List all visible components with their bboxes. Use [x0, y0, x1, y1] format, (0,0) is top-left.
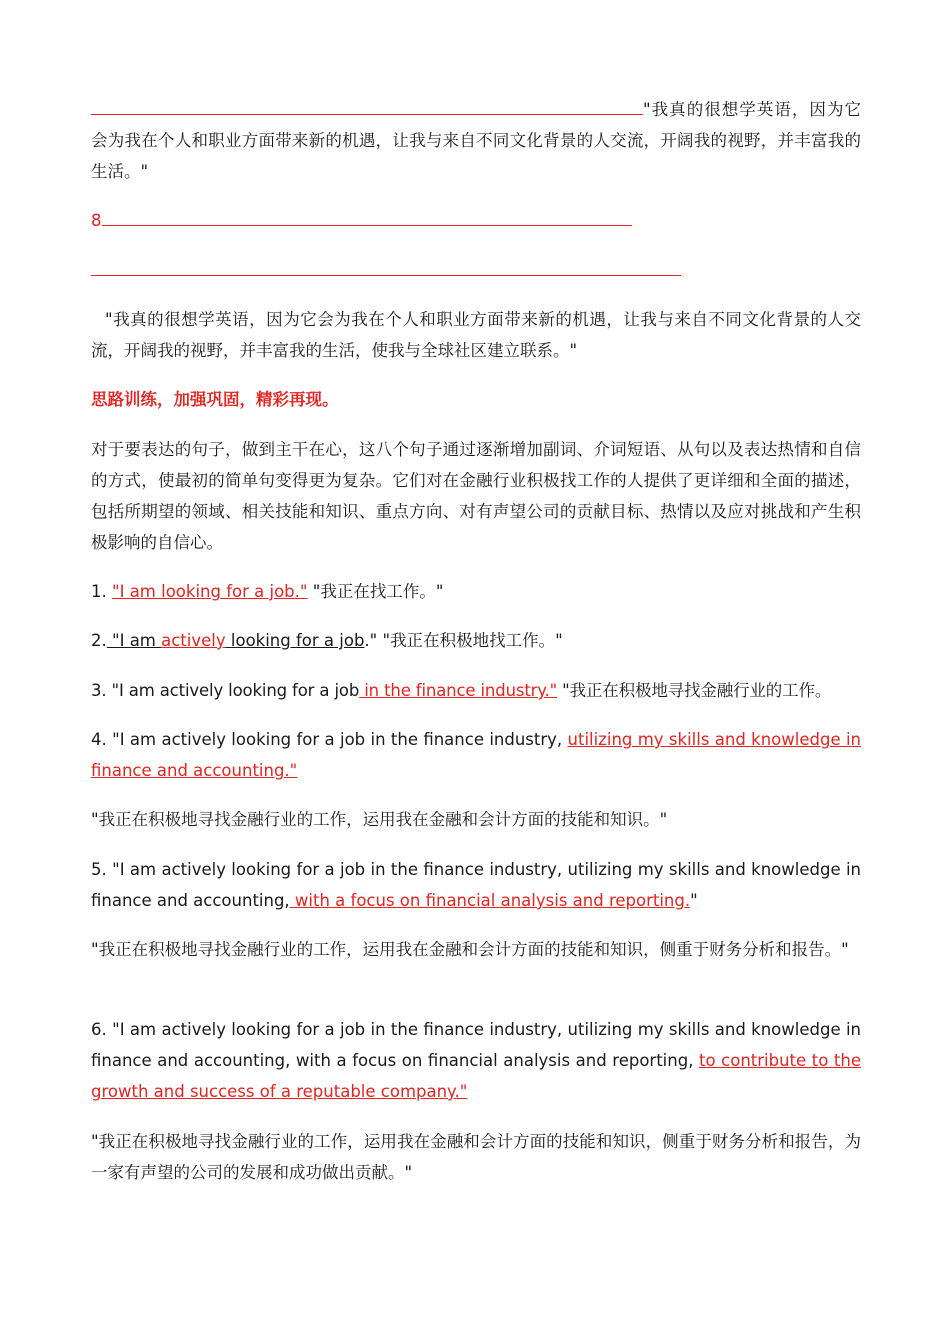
item-translation: "我正在积极地寻找金融行业的工作。	[557, 681, 832, 700]
item-number: 6.	[91, 1020, 113, 1039]
item-number: 5.	[91, 860, 113, 879]
added-phrase: utilizing my skills and knowledge in finance and accounting."	[91, 730, 861, 780]
item-translation: "我正在积极地寻找金融行业的工作，运用我在金融和会计方面的技能和知识。"	[91, 810, 668, 829]
added-phrase: to contribute to the growth and success of a reputable company."	[91, 1051, 861, 1101]
list-item	[91, 576, 861, 607]
item-number: 1.	[91, 582, 112, 601]
list-item	[91, 1014, 861, 1107]
section-heading-block	[91, 384, 861, 415]
blank-8-block	[91, 205, 861, 236]
sentence-close: ."	[364, 631, 383, 650]
item-number: 3.	[91, 681, 112, 700]
item-number: 2.	[91, 631, 107, 650]
section-description-block	[91, 434, 861, 558]
sentence-close: "	[690, 891, 698, 910]
answer-blank-line	[91, 257, 681, 276]
item-translation: "我正在积极地寻找金融行业的工作，运用我在金融和会计方面的技能和知识，侧重于财务分析和报告。"	[91, 940, 849, 959]
list-item	[91, 724, 861, 786]
item-translation-block	[91, 1126, 861, 1188]
list-item	[91, 675, 861, 706]
intro-quote-block	[91, 94, 861, 187]
blank-number: 8	[91, 211, 102, 230]
list-item	[91, 625, 861, 656]
final-quote-text: "我真的很想学英语，因为它会为我在个人和职业方面带来新的机遇，让我与来自不同文化背景的人交流，开阔我的视野，并丰富我的生活，使我与全球社区建立联系。"	[91, 310, 861, 360]
added-phrase: in the finance industry."	[359, 681, 558, 700]
base-sentence: "I am actively looking for a job	[111, 681, 360, 700]
intro-quote-text: "我真的很想学英语，因为它会为我在个人和职业方面带来新的机遇，让我与来自不同文化背景的人交流，开阔我的视野，并丰富我的生活。"	[91, 100, 861, 181]
list-item	[91, 854, 861, 916]
item-translation: "我正在积极地寻找金融行业的工作，运用我在金融和会计方面的技能和知识，侧重于财务分析和报告，为一家有声望的公司的发展和成功做出贡献。"	[91, 1132, 861, 1182]
base-sentence: "I am actively looking for a job in the finance industry, utilizing my skills and knowledge in finance and accounting, with a focus on financial analysis and reporting,	[91, 1020, 861, 1070]
item-translation-block	[91, 934, 861, 965]
item-translation: "我正在找工作。"	[307, 582, 444, 601]
item-translation-block	[91, 804, 861, 835]
added-phrase: actively	[161, 631, 226, 650]
item-translation: "我正在积极地找工作。"	[382, 631, 563, 650]
base-sentence-start: "I am	[106, 631, 162, 650]
item-number: 4.	[91, 730, 113, 749]
answer-blank-line	[91, 96, 643, 115]
base-sentence: "I am actively looking for a job in the finance industry, utilizing my skills and knowledge in finance and accounting,	[91, 860, 861, 910]
section-heading: 思路训练，加强巩固，精彩再现。	[91, 390, 339, 409]
base-sentence-end: looking for a job	[225, 631, 365, 650]
base-sentence: "I am actively looking for a job in the finance industry,	[112, 730, 568, 749]
answer-blank-line	[102, 207, 632, 226]
blank-line-block	[91, 255, 861, 286]
section-description: 对于要表达的句子，做到主干在心，这八个句子通过逐渐增加副词、介词短语、从句以及表达热情和自信的方式，使最初的简单句变得更为复杂。它们对在金融行业积极找工作的人提供了更详细和全面的描述，包括所期望的领域、相关技能和知识、重点方向、对有声望公司的贡献目标、热情以及应对挑战和产生积极影响的自信心。	[91, 440, 861, 552]
final-quote-block	[91, 304, 861, 366]
added-phrase: "I am looking for a job."	[112, 582, 308, 601]
added-phrase: with a focus on financial analysis and reporting.	[289, 891, 691, 910]
